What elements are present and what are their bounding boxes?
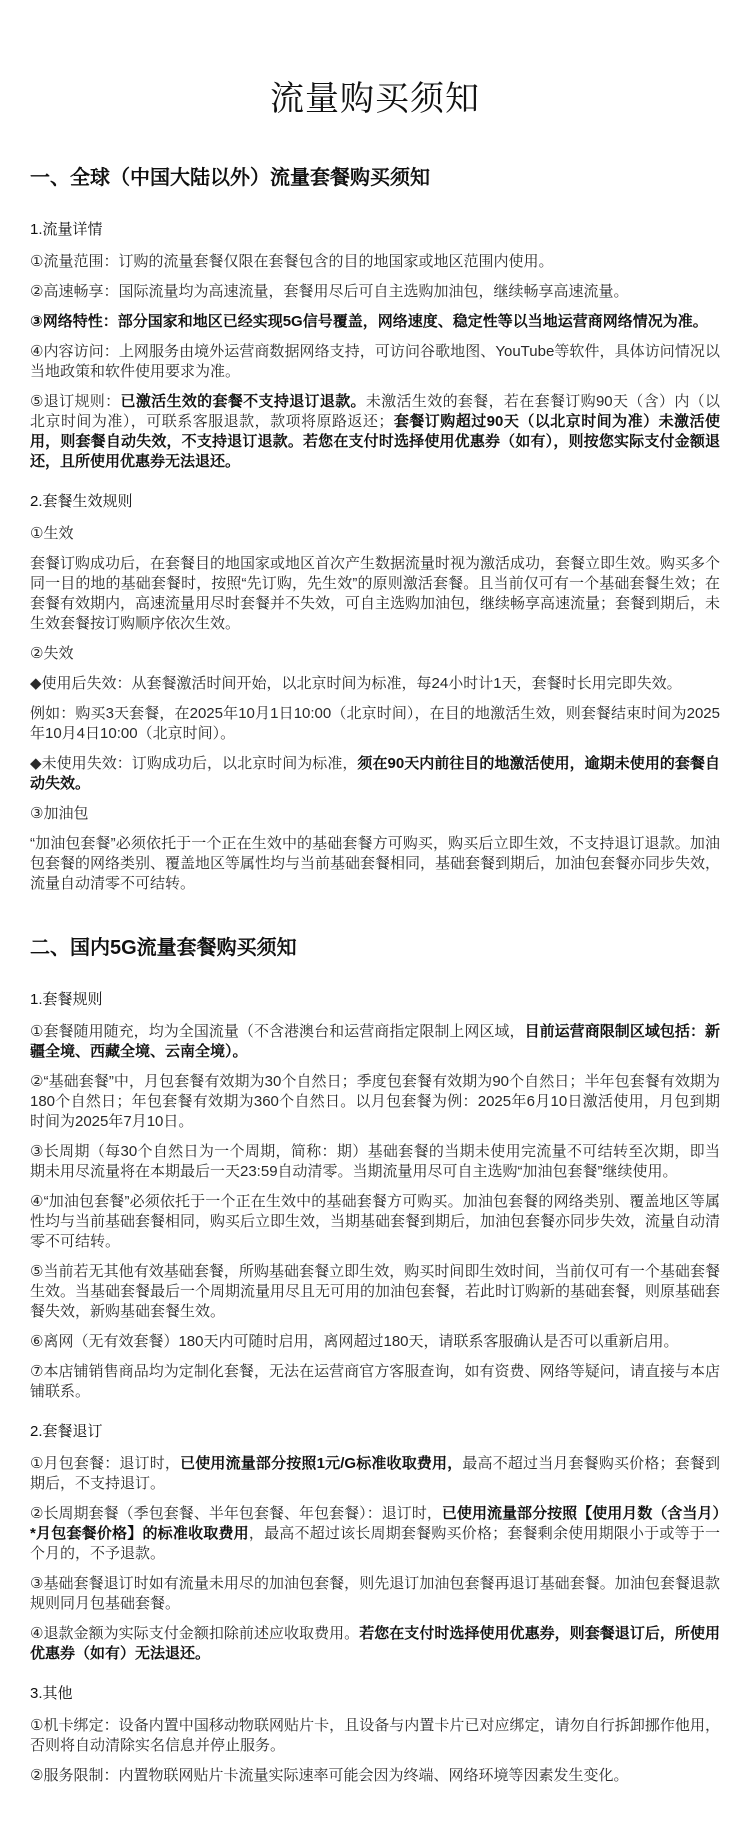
text-run: ②失效 xyxy=(30,645,74,662)
text-run: ⑦本店铺销售商品均为定制化套餐，无法在运营商官方客服查询，如有资费、网络等疑问，请直接与本店铺联系。 xyxy=(30,1363,720,1400)
subheading xyxy=(30,1684,720,1704)
text-run: 例如：购买3天套餐，在2025年10月1日10:00（北京时间），在目的地激活生效，则套餐结束时间为2025年10月4日10:00（北京时间）。 xyxy=(30,705,720,742)
bold-text-run: 已使用流量部分按照【使用月数（含当月）*月包套餐价格】的标准收取费用 xyxy=(30,1505,720,1542)
paragraph xyxy=(30,1504,720,1564)
paragraph xyxy=(30,1192,720,1252)
text-run: ③基础套餐退订时如有流量未用尽的加油包套餐，则先退订加油包套餐再退订基础套餐。加油包套餐退款规则同月包基础套餐。 xyxy=(30,1575,720,1612)
text-run: 1.流量详情 xyxy=(30,221,103,238)
text-run: 未激活生效的套餐，若在套餐订购90天（含）内（以北京时间为准），可联系客服退款，款项将原路返还； xyxy=(30,393,720,430)
text-run: ①机卡绑定：设备内置中国移动物联网贴片卡，且设备与内置卡片已对应绑定，请勿自行拆卸挪作他用，否则将自动清除实名信息并停止服务。 xyxy=(30,1717,720,1754)
paragraph xyxy=(30,834,720,894)
text-run: ⑥离网（无有效套餐）180天内可随时启用，离网超过180天，请联系客服确认是否可以重新启用。 xyxy=(30,1333,679,1350)
text-run: ④“加油包套餐”必须依托于一个正在生效中的基础套餐方可购买。加油包套餐的网络类别、覆盖地区等属性均与当前基础套餐相同，购买后立即生效，当期基础套餐到期后，加油包套餐亦同步失效，流量自动清零不可结转。 xyxy=(30,1193,721,1250)
subheading xyxy=(30,990,720,1010)
paragraph xyxy=(30,1332,720,1352)
text-run: 2.套餐退订 xyxy=(30,1423,103,1440)
paragraph xyxy=(30,1716,720,1756)
bold-text-run: 须在90天内前往目的地激活使用，逾期未使用的套餐自动失效。 xyxy=(30,755,720,792)
text-run: 3.其他 xyxy=(30,1685,73,1702)
paragraph xyxy=(30,674,720,694)
text-run: ②“基础套餐”中，月包套餐有效期为30个自然日；季度包套餐有效期为90个自然日；半年包套餐有效期为180个自然日；年包套餐有效期为360个自然日。以月包套餐为例：2025年6月10日激活使用，月包到期时间为2025年7月10日。 xyxy=(30,1073,720,1130)
bold-text-run: ③网络特性：部分国家和地区已经实现5G信号覆盖，网络速度、稳定性等以当地运营商网络情况为准。 xyxy=(30,313,708,330)
section xyxy=(30,934,720,1786)
paragraph xyxy=(30,804,720,824)
paragraph xyxy=(30,754,720,794)
text-run: 2.套餐生效规则 xyxy=(30,493,133,510)
paragraph xyxy=(30,1454,720,1494)
subheading xyxy=(30,492,720,512)
bold-text-run: 目前运营商限制区域包括：新疆全境、西藏全境、云南全境）。 xyxy=(30,1023,720,1060)
paragraph xyxy=(30,1262,720,1322)
paragraph xyxy=(30,644,720,664)
text-run: ②高速畅享：国际流量均为高速流量，套餐用尽后可自主选购加油包，继续畅享高速流量。 xyxy=(30,283,629,300)
page-title: 流量购买须知 xyxy=(270,80,480,118)
text-run: ④退款金额为实际支付金额扣除前述应收取费用。 xyxy=(30,1625,360,1642)
paragraph xyxy=(30,1072,720,1132)
sections xyxy=(30,164,720,1786)
text-run: “加油包套餐”必须依托于一个正在生效中的基础套餐方可购买，购买后立即生效，不支持退订退款。加油包套餐的网络类别、覆盖地区等属性均与当前基础套餐相同，基础套餐到期后，加油包套餐亦同步失效，流量自动清零不可结转。 xyxy=(30,835,721,892)
bold-text-run: 已使用流量部分按照1元/G标准收取费用， xyxy=(180,1455,463,1472)
section-heading: 一、全球（中国大陆以外）流量套餐购买须知 xyxy=(30,167,430,189)
text-run: 套餐订购成功后，在套餐目的地国家或地区首次产生数据流量时视为激活成功，套餐立即生效。购买多个同一目的地的基础套餐时，按照“先订购，先生效”的原则激活套餐。且当前仅可有一个基础套餐生效；在套餐有效期内，高速流量用尽时套餐并不失效，可自主选购加油包，继续畅享高速流量；套餐到期后，未生效套餐按订购顺序依次生效。 xyxy=(30,555,721,632)
text-run: ②服务限制：内置物联网贴片卡流量实际速率可能会因为终端、网络环境等因素发生变化。 xyxy=(30,1767,629,1784)
paragraph xyxy=(30,1022,720,1062)
text-run: 1.套餐规则 xyxy=(30,991,103,1008)
paragraph xyxy=(30,1766,720,1786)
paragraph xyxy=(30,1362,720,1402)
paragraph xyxy=(30,1142,720,1182)
paragraph xyxy=(30,342,720,382)
text-run: ◆使用后失效：从套餐激活时间开始，以北京时间为标准，每24小时计1天，套餐时长用完即失效。 xyxy=(30,675,682,692)
paragraph xyxy=(30,704,720,744)
paragraph xyxy=(30,1624,720,1664)
section-heading: 二、国内5G流量套餐购买须知 xyxy=(30,937,297,959)
text-run: ①生效 xyxy=(30,525,74,542)
text-run: ③加油包 xyxy=(30,805,89,822)
section xyxy=(30,164,720,894)
paragraph xyxy=(30,312,720,332)
text-run: ①套餐随用随充，均为全国流量（不含港澳台和运营商指定限制上网区域， xyxy=(30,1023,525,1040)
text-run: ⑤当前若无其他有效基础套餐，所购基础套餐立即生效，购买时间即生效时间，当前仅可有一个基础套餐生效。当基础套餐最后一个周期流量用尽且无可用的加油包套餐，若此时订购新的基础套餐，则原基础套餐失效，新购基础套餐生效。 xyxy=(30,1263,721,1320)
paragraph xyxy=(30,282,720,302)
subheading xyxy=(30,220,720,240)
paragraph xyxy=(30,1574,720,1614)
bold-text-run: 已激活生效的套餐不支持退订退款。 xyxy=(120,393,366,410)
text-run: ，最高不超过该长周期套餐购买价格；套餐剩余使用期限小于或等于一个月的，不予退款。 xyxy=(30,1525,720,1562)
text-run: 最高不超过当月套餐购买价格；套餐到期后，不支持退订。 xyxy=(30,1455,720,1492)
paragraph xyxy=(30,524,720,544)
text-run: ⑤退订规则： xyxy=(30,393,121,410)
text-run: ①流量范围：订购的流量套餐仅限在套餐包含的目的地国家或地区范围内使用。 xyxy=(30,253,554,270)
paragraph xyxy=(30,252,720,272)
text-run: ①月包套餐：退订时， xyxy=(30,1455,181,1472)
bold-text-run: 若您在支付时选择使用优惠券，则套餐退订后，所使用优惠券（如有）无法退还。 xyxy=(30,1625,720,1662)
subheading xyxy=(30,1422,720,1442)
text-run: ②长周期套餐（季包套餐、半年包套餐、年包套餐）：退订时， xyxy=(30,1505,442,1522)
bold-text-run: 套餐订购超过90天（以北京时间为准）未激活使用，则套餐自动失效，不支持退订退款。若您在支付时选择使用优惠券（如有），则按您实际支付金额退还，且所使用优惠券无法退还。 xyxy=(30,413,720,470)
text-run: ④内容访问：上网服务由境外运营商数据网络支持，可访问谷歌地图、YouTube等软件，具体访问情况以当地政策和软件使用要求为准。 xyxy=(30,343,720,380)
text-run: ③长周期（每30个自然日为一个周期，简称：期）基础套餐的当期未使用完流量不可结转至次期，即当期未用尽流量将在本期最后一天23:59自动清零。当期流量用尽可自主选购“加油包套餐”继续使用。 xyxy=(30,1143,720,1180)
paragraph xyxy=(30,554,720,634)
paragraph xyxy=(30,392,720,472)
text-run: ◆未使用失效：订购成功后，以北京时间为标准， xyxy=(30,755,358,772)
